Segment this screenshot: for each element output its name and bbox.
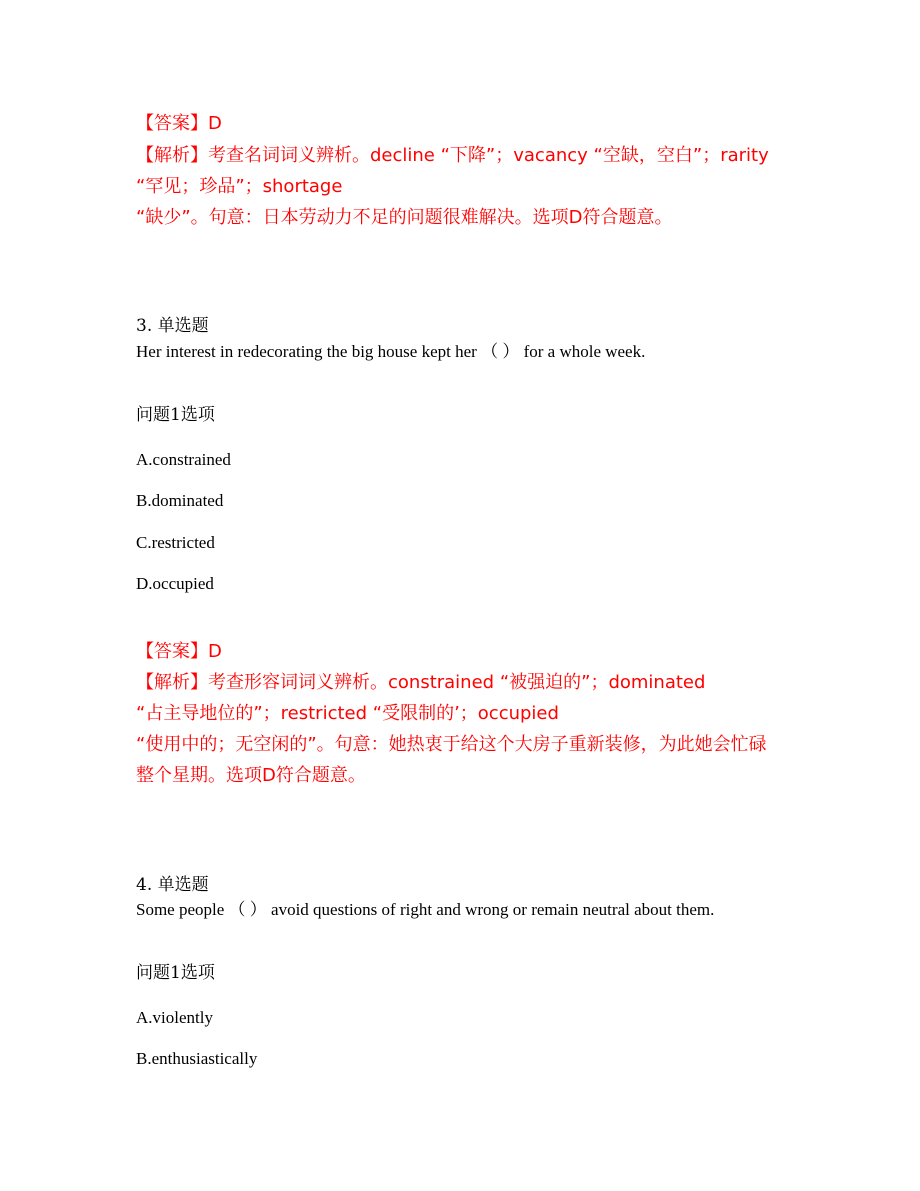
q4-option-a: A.violently: [136, 1008, 213, 1027]
q3-analysis-line-2: “占主导地位的”；restricted “受限制的’；occupied: [136, 703, 559, 724]
q4-sub-heading: 问题1选项: [136, 963, 215, 983]
q2-analysis-line-3: “缺少”。句意：日本劳动力不足的问题很难解决。选项D符合题意。: [136, 207, 673, 228]
q3-option-b: B.dominated: [136, 491, 224, 510]
q3-analysis-line-4: 整个星期。选项D符合题意。: [136, 765, 366, 786]
q3-option-c: C.restricted: [136, 533, 215, 552]
q3-option-a: A.constrained: [136, 450, 231, 469]
q3-stem: Her interest in redecorating the big house kept her （ ） for a whole week.: [136, 342, 646, 361]
q3-heading: 3. 单选题: [136, 316, 209, 336]
q3-answer: 【答案】D: [136, 641, 222, 662]
q3-option-d: D.occupied: [136, 574, 214, 593]
q3-analysis-line-1: 【解析】考查形容词词义辨析。constrained “被强迫的”；dominated: [136, 672, 706, 693]
q2-analysis-line-2: “罕见；珍品”；shortage: [136, 176, 343, 197]
q4-stem: Some people （ ） avoid questions of right and wrong or remain neutral about them.: [136, 900, 715, 919]
q3-sub-heading: 问题1选项: [136, 405, 215, 425]
q3-analysis-line-3: “使用中的；无空闲的”。句意：她热衷于给这个大房子重新装修，为此她会忙碌: [136, 734, 767, 755]
q2-answer: 【答案】D: [136, 113, 222, 134]
q4-option-b: B.enthusiastically: [136, 1049, 258, 1068]
q4-heading: 4. 单选题: [136, 875, 209, 895]
q2-analysis-line-1: 【解析】考查名词词义辨析。decline “下降”；vacancy “空缺，空白”；rarity: [136, 145, 769, 166]
